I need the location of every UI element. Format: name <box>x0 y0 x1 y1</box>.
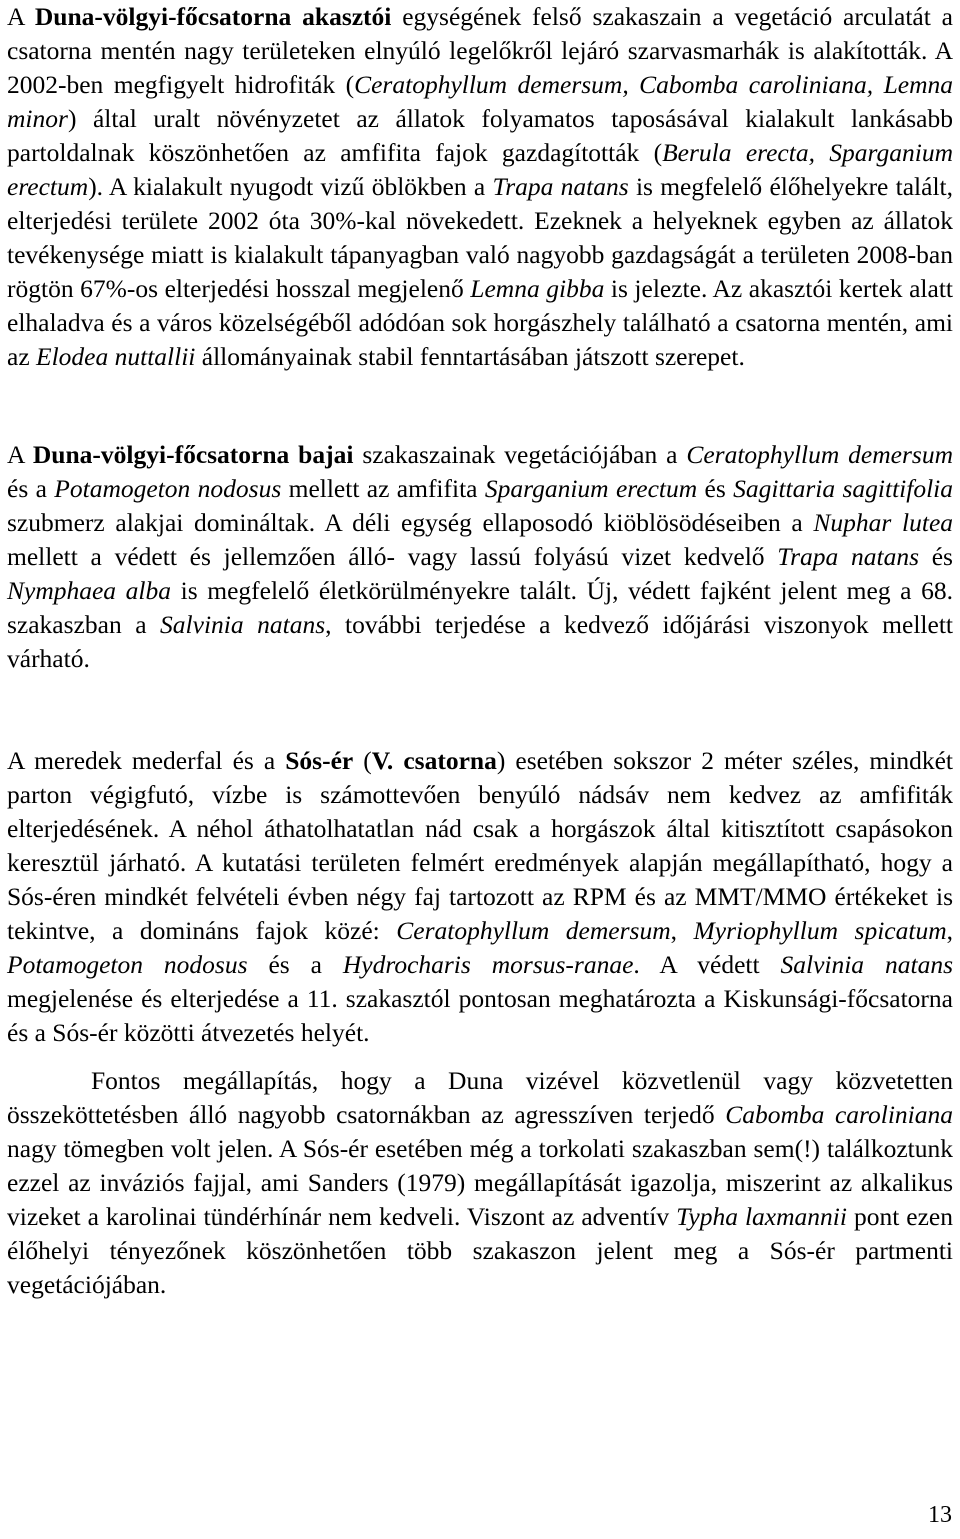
paragraph-akaszto-section <box>7 0 953 374</box>
text-run: ( <box>353 746 372 775</box>
italic-species-name: Ceratophyllum demersum, Cabomba caroliniana, Lemna minor <box>7 70 953 133</box>
text-run: mellett az amfifita <box>281 474 485 503</box>
bold-text: V. csatorna <box>371 746 497 775</box>
italic-species-name: Lemna gibba <box>470 274 605 303</box>
text-run: pont ezen élőhelyi tényezőnek köszönhetően több szakaszon jelent meg a Sós-ér partmenti vegetációjában. <box>7 1202 953 1299</box>
italic-species-name: Sparganium erectum <box>484 474 698 503</box>
text-run: , további terjedése a kedvező időjárási viszonyok mellett várható. <box>7 610 953 673</box>
text-run: , <box>946 916 953 945</box>
italic-species-name: Potamogeton nodosus <box>54 474 282 503</box>
text-run: is jelezte. Az akasztói kertek alatt elhaladva és a város közelségéből adódóan sok horgászhely található a csatorna mentén, ami az <box>7 274 953 371</box>
bold-text: Sós-ér <box>285 746 354 775</box>
paragraph-baja-section <box>7 438 953 676</box>
text-run: szakaszainak vegetációjában a <box>353 440 687 469</box>
italic-species-name: Typha laxmannii <box>676 1202 847 1231</box>
paragraph-cabomba-finding <box>7 1064 953 1302</box>
text-run: ) által uralt növényzetet az állatok folyamatos taposásával kialakult lankásabb partoldalnak köszönhetően az amfifita fajok gazdagították ( <box>7 104 953 167</box>
italic-species-name: Ceratophyllum demersum <box>686 440 953 469</box>
text-run: A <box>7 2 35 31</box>
text-run: és <box>919 542 953 571</box>
italic-species-name: Salvinia natans <box>160 610 326 639</box>
italic-species-name: Ceratophyllum demersum <box>396 916 671 945</box>
italic-species-name: Trapa natans <box>777 542 919 571</box>
text-run: is megfelelő élőhelyekre talált, elterjedési területe 2002 óta 30%-kal növekedett. Ezeknek a helyeknek egyben az állatok tevékenysége miatt is kialakult tápanyagban való nagyobb gazdagságát a területen 2008-ban rögtön 67%-os elterjedési hosszal megjelenő <box>7 172 953 303</box>
document-page <box>7 0 953 1302</box>
italic-species-name: Myriophyllum spicatum <box>693 916 947 945</box>
text-run: nagy tömegben volt jelen. A Sós-ér esetében még a torkolati szakaszban sem(!) találkoztunk ezzel az inváziós fajjal, ami Sanders (1979) megállapítását igazolja, miszerint az alkalikus vizeket a karolinai tündérhínár nem kedveli. Viszont az adventív <box>7 1134 953 1231</box>
bold-text: Duna-völgyi-főcsatorna akasztói <box>34 2 392 31</box>
text-run: megjelenése és elterjedése a 11. szakasztól pontosan meghatározta a Kiskunsági-főcsatorna és a Sós-ér közötti átvezetés helyét. <box>7 984 953 1047</box>
text-run: Fontos megállapítás, hogy a Duna vizével közvetlenül vagy közvetetten összeköttetésben álló nagyobb csatornákban az agresszíven terjedő <box>7 1066 953 1129</box>
text-run: és a <box>7 474 55 503</box>
text-run: ). A kialakult nyugodt vizű öblökben a <box>88 172 493 201</box>
italic-species-name: Trapa natans <box>492 172 629 201</box>
italic-species-name: Berula erecta, Sparganium erectum <box>7 138 953 201</box>
paragraph-sos-er-section <box>7 744 953 1050</box>
text-run: A <box>7 440 33 469</box>
text-run: is megfelelő életkörülményekre talált. Új, védett fajként jelent meg a 68. szakaszban a <box>7 576 953 639</box>
text-run: A meredek mederfal és a <box>7 746 286 775</box>
italic-species-name: Cabomba caroliniana <box>725 1100 953 1129</box>
italic-species-name: Nymphaea alba <box>7 576 172 605</box>
italic-species-name: Sagittaria sagittifolia <box>733 474 954 503</box>
italic-species-name: Hydrocharis morsus-ranae <box>342 950 634 979</box>
text-run: és <box>697 474 734 503</box>
text-run: mellett a védett és jellemzően álló- vagy lassú folyású vizet kedvelő <box>7 542 778 571</box>
text-run: állományainak stabil fenntartásában játszott szerepet. <box>195 342 745 371</box>
text-run: szubmerz alakjai domináltak. A déli egység ellaposodó kiöblösödéseiben a <box>7 508 814 537</box>
bold-text: Duna-völgyi-főcsatorna bajai <box>32 440 354 469</box>
text-run: . A védett <box>633 950 781 979</box>
text-run: ) esetében sokszor 2 méter széles, mindkét parton végigfutó, vízbe is számottevően benyúló nádsáv nem kedvez az amfifiták elterjedésének. A néhol áthatolhatatlan nád csak a horgászok által kitisztított csapásokon keresztül járható. A kutatási területen felmért eredmények alapján megállapítható, hogy a Sós-éren mindkét felvételi évben négy faj tartozott az RPM és az MMT/MMO értékeket is tekintve, a domináns fajok közé: <box>7 746 953 945</box>
italic-species-name: Elodea nuttallii <box>36 342 196 371</box>
italic-species-name: Salvinia natans <box>780 950 953 979</box>
text-run: egységének felső szakaszain a vegetáció arculatát a csatorna mentén nagy területeken elnyúló legelőkről lejáró szarvasmarhák is alakították. A 2002-ben megfigyelt hidrofiták ( <box>7 2 953 99</box>
text-run: , <box>670 916 694 945</box>
italic-species-name: Nuphar lutea <box>813 508 954 537</box>
page-number: 13 <box>928 1502 952 1528</box>
italic-species-name: Potamogeton nodosus <box>7 950 248 979</box>
text-run: és a <box>247 950 343 979</box>
